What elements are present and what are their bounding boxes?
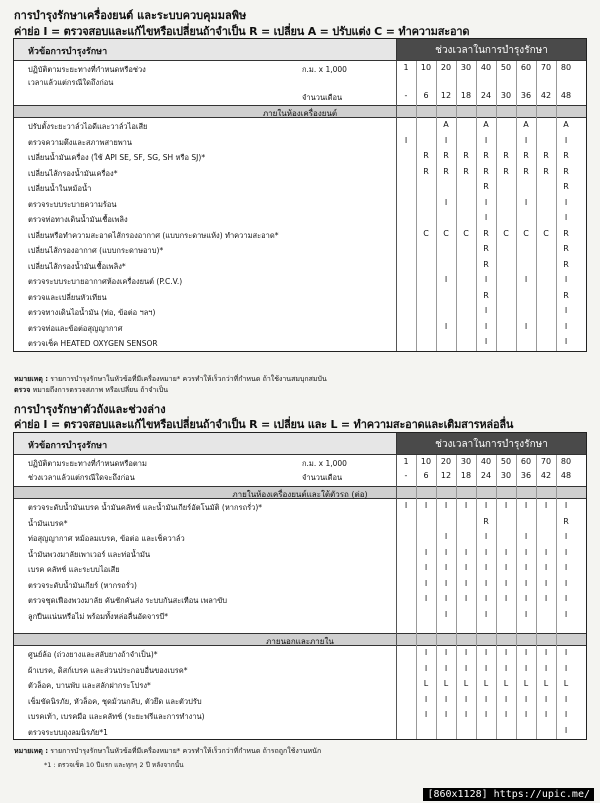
schedule-cell: I bbox=[564, 648, 568, 657]
table-row bbox=[14, 677, 586, 693]
grid-divider bbox=[476, 455, 477, 739]
table1-km-row bbox=[14, 61, 586, 74]
schedule-cell: I bbox=[464, 648, 468, 657]
maintenance-item-label: ตรวจทางเดินไอน้ำมัน (ท่อ, ข้อต่อ ฯลฯ) bbox=[28, 308, 156, 317]
maintenance-item-label: ปรับตั้งระยะวาล์วไอดีและวาล์วไอเสีย bbox=[28, 122, 148, 131]
schedule-cell: I bbox=[484, 547, 488, 557]
schedule-cell: R bbox=[463, 151, 469, 160]
schedule-cell: R bbox=[443, 166, 449, 176]
interval-cell: 40 bbox=[480, 457, 492, 466]
grid-divider bbox=[416, 455, 417, 739]
schedule-cell: R bbox=[563, 516, 569, 526]
maintenance-item-label: ผ้าเบรค, ดิสก์เบรค และส่วนประกอบอื่นของเบรค* bbox=[28, 665, 188, 675]
engine-maintenance-table bbox=[13, 38, 587, 352]
schedule-cell: I bbox=[424, 694, 428, 704]
grid-divider bbox=[496, 455, 497, 739]
interval-cell: 18 bbox=[460, 471, 472, 480]
schedule-cell: I bbox=[484, 306, 488, 315]
schedule-cell: I bbox=[564, 213, 568, 222]
grid-divider bbox=[396, 455, 397, 739]
maintenance-item-label: ตรวจและเปลี่ยนหัวเทียน bbox=[28, 292, 107, 302]
schedule-cell: I bbox=[444, 694, 448, 704]
grid-divider bbox=[416, 61, 417, 351]
schedule-cell: R bbox=[483, 244, 489, 253]
grid-divider bbox=[556, 455, 557, 739]
interval-cell: 36 bbox=[520, 471, 532, 480]
schedule-cell: I bbox=[464, 547, 468, 557]
schedule-cell: R bbox=[503, 166, 509, 176]
schedule-cell: I bbox=[564, 694, 568, 704]
schedule-cell: I bbox=[564, 306, 568, 315]
table-row bbox=[14, 134, 586, 150]
schedule-cell: R bbox=[543, 151, 549, 160]
schedule-cell: I bbox=[524, 547, 528, 557]
interval-label: ปฏิบัติตามระยะทางที่กำหนดหรือช่วง bbox=[28, 65, 146, 74]
grid-divider bbox=[536, 455, 537, 739]
maintenance-item-label: เปลี่ยนไส้กรองน้ำมันเครื่อง* bbox=[28, 168, 118, 178]
grid-divider bbox=[436, 61, 437, 351]
interval-cell: 80 bbox=[560, 457, 572, 466]
schedule-cell: I bbox=[564, 197, 568, 207]
interval-cell: 24 bbox=[480, 91, 492, 100]
interval-cell: 6 bbox=[423, 91, 429, 100]
table2-body-exterior bbox=[14, 646, 586, 739]
section1-note: หมายเหตุ : รายการบำรุงรักษาในหัวข้อที่มีเครื่องหมาย* ควรทำให้เร็วกว่าที่กำหนด ถ้าใช้งานสมบุกสมบัน bbox=[14, 375, 327, 383]
schedule-cell: I bbox=[464, 694, 468, 704]
table1-interval-row2 bbox=[14, 74, 586, 87]
schedule-cell: I bbox=[504, 594, 508, 603]
schedule-cell: I bbox=[424, 710, 428, 719]
table1-month-row bbox=[14, 87, 586, 105]
interval-cell: 80 bbox=[560, 63, 572, 72]
schedule-cell: R bbox=[483, 259, 489, 269]
schedule-cell: C bbox=[443, 228, 449, 238]
schedule-cell: C bbox=[523, 228, 529, 238]
interval-cell: 12 bbox=[440, 471, 452, 480]
schedule-cell: L bbox=[523, 679, 529, 688]
section2-legend: ค่าย่อ I = ตรวจสอบและแก้ไขหรือเปลี่ยนถ้าจำเป็น R = เปลี่ยน และ L = ทำความสะอาดและเติมสารหล่อลื่น bbox=[14, 418, 514, 431]
grid-divider bbox=[456, 61, 457, 351]
table-row bbox=[14, 499, 586, 515]
schedule-cell: I bbox=[544, 501, 548, 510]
schedule-cell: R bbox=[523, 151, 529, 160]
schedule-cell: I bbox=[464, 663, 468, 673]
table-row bbox=[14, 304, 586, 320]
table2-km-row bbox=[14, 455, 586, 469]
maintenance-item-label: ตรวจชุดเฟืองพวงมาลัย คันชักคันส่ง ระบบกันสะเทือน เพลาขับ bbox=[28, 596, 227, 605]
schedule-cell: I bbox=[484, 609, 488, 619]
schedule-cell: I bbox=[404, 135, 408, 145]
schedule-cell: I bbox=[544, 694, 548, 704]
section2-note: หมายเหตุ : รายการบำรุงรักษาในหัวข้อที่มีเครื่องหมาย* ควรทำให้เร็วกว่าที่กำหนด ถ้ารถถูกใช้งานหนัก bbox=[14, 747, 322, 755]
maintenance-item-label: ตรวจระบบระบายความร้อน bbox=[28, 199, 117, 209]
schedule-cell: I bbox=[544, 594, 548, 603]
schedule-cell: I bbox=[504, 547, 508, 557]
table-row bbox=[14, 211, 586, 227]
schedule-cell: I bbox=[444, 594, 448, 603]
schedule-cell: L bbox=[503, 679, 509, 688]
schedule-cell: I bbox=[524, 501, 528, 510]
table-row bbox=[14, 273, 586, 289]
table2-body-underbody bbox=[14, 499, 586, 623]
interval-cell: - bbox=[404, 471, 408, 480]
schedule-cell: I bbox=[424, 578, 428, 588]
schedule-cell: I bbox=[564, 547, 568, 557]
interval-cell: 1 bbox=[403, 457, 409, 466]
schedule-cell: R bbox=[563, 259, 569, 269]
schedule-cell: I bbox=[444, 609, 448, 619]
interval-cell: 30 bbox=[460, 63, 472, 72]
schedule-cell: I bbox=[464, 563, 468, 572]
schedule-cell: I bbox=[564, 135, 568, 145]
interval-cell: 30 bbox=[500, 91, 512, 100]
maintenance-item-label: น้ำมันพวงมาลัยเพาเวอร์ และท่อน้ำมัน bbox=[28, 549, 151, 559]
schedule-cell: R bbox=[523, 166, 529, 176]
schedule-cell: I bbox=[484, 563, 488, 572]
km-unit: ก.ม. x 1,000 bbox=[302, 459, 347, 468]
schedule-cell: I bbox=[444, 197, 448, 207]
interval-cell: 40 bbox=[480, 63, 492, 72]
table-row bbox=[14, 258, 586, 274]
schedule-cell: L bbox=[543, 679, 549, 688]
schedule-cell: I bbox=[544, 663, 548, 673]
schedule-cell: I bbox=[504, 694, 508, 704]
schedule-cell: I bbox=[504, 663, 508, 673]
maintenance-item-label: ตัวล็อค, บานพับ และสลักฝากระโปรง* bbox=[28, 681, 151, 690]
interval-cell: 70 bbox=[540, 63, 552, 72]
schedule-cell: I bbox=[444, 532, 448, 541]
schedule-cell: I bbox=[444, 710, 448, 719]
schedule-cell: I bbox=[404, 501, 408, 510]
schedule-cell: R bbox=[483, 516, 489, 526]
schedule-cell: I bbox=[524, 275, 528, 284]
schedule-cell: I bbox=[504, 710, 508, 719]
interval-cell: - bbox=[404, 91, 408, 100]
table2-band-exterior: ภายนอกและภายใน bbox=[14, 633, 586, 646]
maintenance-item-label: เข็มขัดนิรภัย, หัวล็อค, ชุดม้วนกลับ, ตัวยึด และตัวปรับ bbox=[28, 696, 202, 706]
schedule-cell: I bbox=[464, 594, 468, 603]
interval-cell: 50 bbox=[500, 63, 512, 72]
km-unit: ก.ม. x 1,000 bbox=[302, 65, 347, 74]
table-row bbox=[14, 165, 586, 181]
maintenance-item-label: เบรค คลัทช์ และระบบไอเสีย bbox=[28, 565, 120, 574]
table-row bbox=[14, 693, 586, 709]
maintenance-item-label: เปลี่ยนไส้กรองอากาศ (แบบกระดาษอาบ)* bbox=[28, 246, 164, 255]
schedule-cell: I bbox=[444, 547, 448, 557]
schedule-cell: I bbox=[464, 578, 468, 588]
table-row bbox=[14, 515, 586, 531]
schedule-cell: I bbox=[484, 578, 488, 588]
schedule-cell: R bbox=[563, 290, 569, 300]
table-row bbox=[14, 561, 586, 577]
maintenance-item-label: เปลี่ยนน้ำมันเครื่อง (ใช้ API SE, SF, SG, SH หรือ SJ)* bbox=[28, 153, 206, 162]
schedule-cell: I bbox=[444, 563, 448, 572]
schedule-cell: I bbox=[444, 275, 448, 284]
section2-title: การบำรุงรักษาตัวถังและช่วงล่าง bbox=[14, 403, 166, 416]
schedule-cell: I bbox=[544, 648, 548, 657]
schedule-cell: I bbox=[524, 594, 528, 603]
schedule-cell: I bbox=[524, 532, 528, 541]
table2-month-row bbox=[14, 469, 586, 486]
section1-title: การบำรุงรักษาเครื่องยนต์ และระบบควบคุมมลพิษ bbox=[14, 9, 247, 22]
section1-legend: ค่าย่อ I = ตรวจสอบและแก้ไขหรือเปลี่ยนถ้าจำเป็น R = เปลี่ยน A = ปรับแต่ง C = ทำความสะอาด bbox=[14, 25, 470, 38]
schedule-cell: I bbox=[564, 501, 568, 510]
schedule-cell: R bbox=[483, 182, 489, 191]
schedule-cell: I bbox=[484, 594, 488, 603]
schedule-cell: I bbox=[504, 501, 508, 510]
schedule-cell: I bbox=[524, 694, 528, 704]
schedule-cell: I bbox=[564, 337, 568, 346]
schedule-cell: I bbox=[524, 321, 528, 331]
table1-header-right: ช่วงเวลาในการบำรุงรักษา bbox=[396, 39, 586, 61]
schedule-cell: R bbox=[563, 182, 569, 191]
grid-divider bbox=[516, 455, 517, 739]
schedule-cell: I bbox=[424, 563, 428, 572]
table-row bbox=[14, 546, 586, 562]
schedule-cell: R bbox=[563, 228, 569, 238]
schedule-cell: I bbox=[524, 663, 528, 673]
schedule-cell: I bbox=[444, 578, 448, 588]
maintenance-item-label: ตรวจระบบระบายอากาศห้องเครื่องยนต์ (P.C.V.) bbox=[28, 277, 183, 286]
schedule-cell: I bbox=[424, 594, 428, 603]
schedule-cell: I bbox=[504, 648, 508, 657]
month-unit: จำนวนเดือน bbox=[302, 473, 343, 482]
interval-cell: 18 bbox=[460, 91, 472, 100]
schedule-cell: R bbox=[423, 166, 429, 176]
schedule-cell: I bbox=[564, 725, 568, 735]
schedule-cell: I bbox=[464, 710, 468, 719]
table1-body bbox=[14, 118, 586, 351]
interval-cell: 12 bbox=[440, 91, 452, 100]
interval-label-2: เวลาแล้วแต่กรณีใดถึงก่อน bbox=[28, 78, 114, 87]
schedule-cell: I bbox=[424, 648, 428, 657]
schedule-cell: C bbox=[503, 228, 509, 238]
schedule-cell: R bbox=[563, 244, 569, 253]
schedule-cell: I bbox=[564, 609, 568, 619]
schedule-cell: I bbox=[504, 563, 508, 572]
schedule-cell: I bbox=[444, 648, 448, 657]
interval-cell: 42 bbox=[540, 91, 552, 100]
maintenance-item-label: ตรวจความตึงและสภาพสายพาน bbox=[28, 137, 133, 147]
schedule-cell: A bbox=[483, 120, 489, 129]
grid-divider bbox=[456, 455, 457, 739]
schedule-cell: R bbox=[483, 228, 489, 238]
schedule-cell: I bbox=[544, 547, 548, 557]
maintenance-item-label: เปลี่ยนหรือทำความสะอาดไส้กรองอากาศ (แบบกระดาษแห้ง) ทำความสะอาด* bbox=[28, 230, 279, 240]
schedule-cell: I bbox=[444, 321, 448, 331]
maintenance-item-label: ตรวจเช็ค HEATED OXYGEN SENSOR bbox=[28, 339, 158, 348]
schedule-cell: I bbox=[424, 663, 428, 673]
table-row bbox=[14, 180, 586, 196]
table-row bbox=[14, 118, 586, 134]
maintenance-item-label: ตรวจท่อทางเดินน้ำมันเชื้อเพลิง bbox=[28, 215, 128, 224]
schedule-cell: I bbox=[484, 337, 488, 346]
schedule-cell: I bbox=[444, 135, 448, 145]
interval-label-2: ช่วงเวลาแล้วแต่กรณีใดจะถึงก่อน bbox=[28, 473, 135, 482]
schedule-cell: L bbox=[463, 679, 469, 688]
interval-cell: 50 bbox=[500, 457, 512, 466]
interval-cell: 48 bbox=[560, 471, 572, 480]
interval-cell: 10 bbox=[420, 63, 432, 72]
schedule-cell: I bbox=[424, 547, 428, 557]
schedule-cell: I bbox=[524, 710, 528, 719]
schedule-cell: I bbox=[484, 694, 488, 704]
grid-divider bbox=[536, 61, 537, 351]
interval-cell: 48 bbox=[560, 91, 572, 100]
table2-header-right: ช่วงเวลาในการบำรุงรักษา bbox=[396, 433, 586, 455]
schedule-cell: I bbox=[484, 710, 488, 719]
table1-band-engine-room: ภายในห้องเครื่องยนต์ bbox=[14, 105, 586, 118]
schedule-cell: I bbox=[484, 197, 488, 207]
schedule-cell: I bbox=[484, 213, 488, 222]
schedule-cell: I bbox=[564, 594, 568, 603]
schedule-cell: R bbox=[423, 151, 429, 160]
schedule-cell: R bbox=[483, 151, 489, 160]
maintenance-item-label: เปลี่ยนไส้กรองน้ำมันเชื้อเพลิง* bbox=[28, 261, 126, 271]
schedule-cell: I bbox=[524, 135, 528, 145]
schedule-cell: C bbox=[543, 228, 549, 238]
table-row bbox=[14, 289, 586, 305]
interval-label: ปฏิบัติตามระยะทางที่กำหนดหรือตาม bbox=[28, 459, 147, 468]
interval-cell: 70 bbox=[540, 457, 552, 466]
schedule-cell: A bbox=[563, 120, 569, 129]
maintenance-item-label: ตรวจท่อและข้อต่อสุญญากาศ bbox=[28, 323, 123, 333]
grid-divider bbox=[396, 61, 397, 351]
table-row bbox=[14, 530, 586, 546]
schedule-cell: R bbox=[563, 151, 569, 160]
interval-cell: 60 bbox=[520, 63, 532, 72]
schedule-cell: I bbox=[524, 197, 528, 207]
schedule-cell: I bbox=[484, 648, 488, 657]
interval-cell: 20 bbox=[440, 457, 452, 466]
table-row bbox=[14, 227, 586, 243]
month-unit: จำนวนเดือน bbox=[302, 93, 343, 102]
table-row bbox=[14, 724, 586, 740]
table-row bbox=[14, 708, 586, 724]
table-row bbox=[14, 577, 586, 593]
schedule-cell: I bbox=[484, 135, 488, 145]
schedule-cell: R bbox=[463, 166, 469, 176]
schedule-cell: I bbox=[524, 563, 528, 572]
maintenance-item-label: น้ำมันเบรค* bbox=[28, 518, 68, 528]
interval-cell: 10 bbox=[420, 457, 432, 466]
grid-divider bbox=[436, 455, 437, 739]
schedule-cell: R bbox=[503, 151, 509, 160]
maintenance-item-label: ลูกปืนแน่นหรือไม่ พร้อมทั้งหล่อลื่นอัดจารบี* bbox=[28, 611, 169, 621]
interval-cell: 60 bbox=[520, 457, 532, 466]
schedule-cell: I bbox=[524, 609, 528, 619]
schedule-cell: I bbox=[484, 663, 488, 673]
maintenance-item-label: ตรวจระบบถุงลมนิรภัย*1 bbox=[28, 727, 108, 737]
section2-note-sub: *1 : ตรวจเช็ค 10 ปีแรก และทุกๆ 2 ปี หลังจากนั้น bbox=[44, 761, 184, 769]
table-row bbox=[14, 242, 586, 258]
chassis-maintenance-table bbox=[13, 432, 587, 740]
maintenance-item-label: ศูนย์ล้อ (ถ่วงยางและสลับยางถ้าจำเป็น)* bbox=[28, 650, 158, 659]
schedule-cell: I bbox=[444, 501, 448, 510]
table-row bbox=[14, 335, 586, 351]
table-row bbox=[14, 662, 586, 678]
maintenance-item-label: เปลี่ยนน้ำในหม้อน้ำ bbox=[28, 184, 92, 193]
schedule-cell: R bbox=[543, 166, 549, 176]
schedule-cell: I bbox=[504, 578, 508, 588]
interval-cell: 30 bbox=[460, 457, 472, 466]
schedule-cell: I bbox=[524, 648, 528, 657]
interval-cell: 30 bbox=[500, 471, 512, 480]
schedule-cell: I bbox=[564, 578, 568, 588]
schedule-cell: R bbox=[483, 290, 489, 300]
maintenance-item-label: ตรวจระดับน้ำมันเบรค น้ำมันคลัทช์ และน้ำมันเกียร์อัตโนมัติ (หากรถรั่ว)* bbox=[28, 503, 263, 512]
maintenance-item-label: ตรวจระดับน้ำมันเกียร์ (หากรถรั่ว) bbox=[28, 580, 137, 590]
table-row bbox=[14, 592, 586, 608]
table-row bbox=[14, 196, 586, 212]
grid-divider bbox=[496, 61, 497, 351]
schedule-cell: C bbox=[423, 228, 429, 238]
grid-divider bbox=[516, 61, 517, 351]
table-row bbox=[14, 646, 586, 662]
schedule-cell: I bbox=[484, 321, 488, 331]
interval-cell: 24 bbox=[480, 471, 492, 480]
schedule-cell: I bbox=[564, 532, 568, 541]
table-row bbox=[14, 320, 586, 336]
schedule-cell: R bbox=[443, 151, 449, 160]
interval-cell: 6 bbox=[423, 471, 429, 480]
table2-header-left: หัวข้อการบำรุงรักษา bbox=[14, 433, 396, 455]
schedule-cell: R bbox=[483, 166, 489, 176]
schedule-cell: I bbox=[544, 578, 548, 588]
schedule-cell: I bbox=[444, 663, 448, 673]
grid-divider bbox=[476, 61, 477, 351]
schedule-cell: I bbox=[544, 563, 548, 572]
interval-cell: 36 bbox=[520, 91, 532, 100]
maintenance-item-label: ท่อสุญญากาศ หม้อลมเบรค, ข้อต่อ และเช็ควาล์ว bbox=[28, 534, 185, 543]
schedule-cell: I bbox=[464, 501, 468, 510]
schedule-cell: I bbox=[564, 663, 568, 673]
schedule-cell: A bbox=[443, 120, 449, 129]
schedule-cell: L bbox=[443, 679, 449, 688]
schedule-cell: I bbox=[544, 710, 548, 719]
interval-cell: 42 bbox=[540, 471, 552, 480]
schedule-cell: R bbox=[563, 166, 569, 176]
schedule-cell: I bbox=[484, 275, 488, 284]
schedule-cell: A bbox=[523, 120, 529, 129]
schedule-cell: I bbox=[484, 501, 488, 510]
schedule-cell: I bbox=[424, 501, 428, 510]
schedule-cell: L bbox=[563, 679, 569, 688]
schedule-cell: I bbox=[564, 710, 568, 719]
schedule-cell: L bbox=[423, 679, 429, 688]
schedule-cell: I bbox=[564, 563, 568, 572]
schedule-cell: C bbox=[463, 228, 469, 238]
schedule-cell: I bbox=[484, 532, 488, 541]
section1-note2: ตรวจ หมายถึงการตรวจสภาพ หรือเปลี่ยน ถ้าจำเป็น bbox=[14, 386, 169, 394]
schedule-cell: I bbox=[564, 275, 568, 284]
table1-header-left: หัวข้อการบำรุงรักษา bbox=[14, 39, 396, 61]
source-watermark: [860x1128] https://upic.me/ bbox=[423, 788, 594, 801]
table-row bbox=[14, 149, 586, 165]
table-row bbox=[14, 608, 586, 624]
maintenance-item-label: เบรคเท้า, เบรคมือ และคลัทช์ (ระยะฟรีและการทำงาน) bbox=[28, 712, 205, 721]
table2-band-underbody: ภายในห้องเครื่องยนต์และใต้ตัวรถ (ต่อ) bbox=[14, 486, 586, 499]
schedule-cell: I bbox=[564, 321, 568, 331]
schedule-cell: I bbox=[524, 578, 528, 588]
interval-cell: 1 bbox=[403, 63, 409, 72]
grid-divider bbox=[556, 61, 557, 351]
schedule-cell: L bbox=[483, 679, 489, 688]
interval-cell: 20 bbox=[440, 63, 452, 72]
